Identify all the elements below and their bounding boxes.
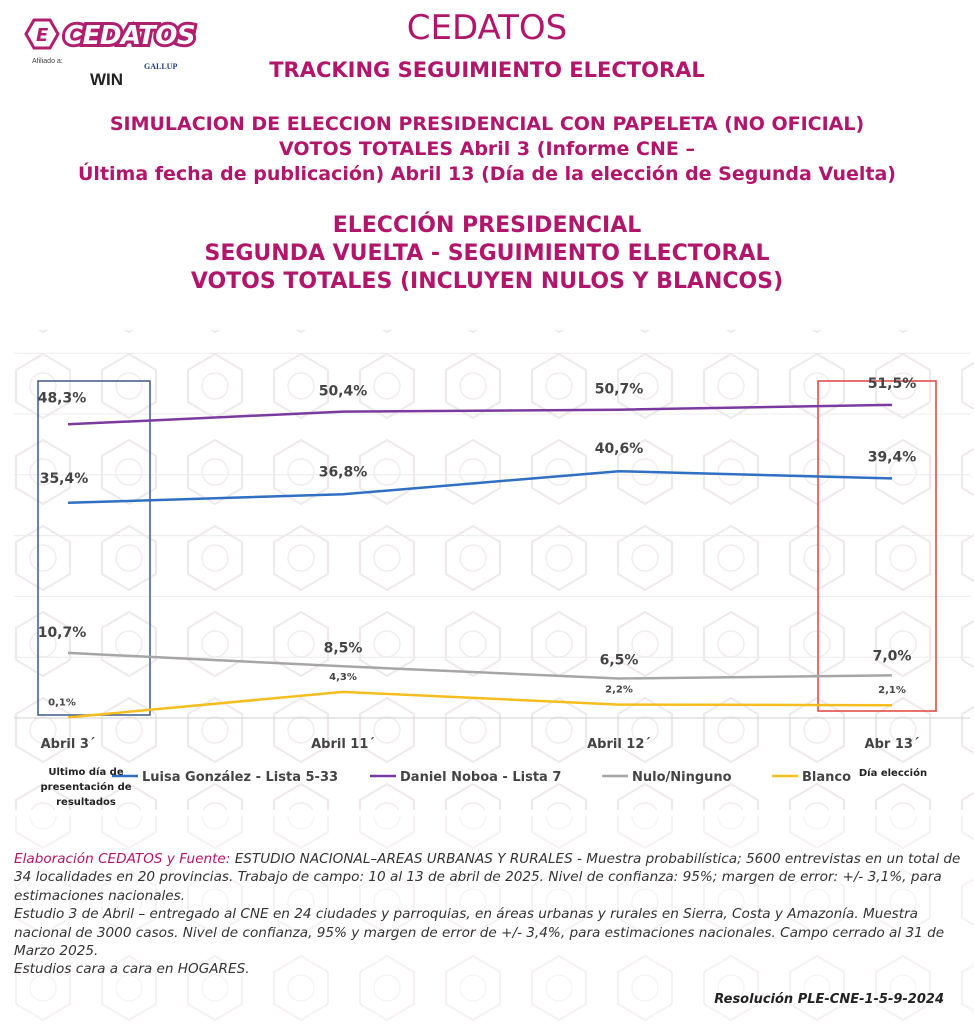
data-label: 51,5%: [867, 375, 917, 392]
study-paragraph: Estudio 3 de Abril – entregado al CNE en 24 ciudades y parroquias, en áreas urbanas y rurales en Sierra, Costa y Amazonía. Muestra nacional de 3000 casos. Nivel de confianza, 95% y margen de error de +/- 3,4%, para estimaciones nacionales. Campo cerrado al 31 de Marzo 2025.: [14, 906, 945, 960]
x-axis-labels: [41, 737, 920, 752]
first-date-note: presentación de: [40, 782, 132, 793]
simulation-description: [0, 112, 974, 187]
first-date-note: resultados: [56, 797, 116, 808]
data-label: 39,4%: [867, 449, 917, 466]
chart-title-line: SEGUNDA VUELTA - SEGUIMIENTO ELECTORAL: [204, 241, 770, 266]
gallup-logo: GALLUP: [144, 62, 178, 71]
series-line-4: [68, 692, 892, 718]
chart-grid: [14, 353, 970, 718]
affiliation-label: Afiliado a:: [32, 58, 63, 65]
chart-title: [0, 212, 974, 296]
simulation-line: Última fecha de publicación) Abril 13 (Día de la elección de Segunda Vuelta): [78, 163, 896, 185]
x-tick-label: Abril 12´: [587, 737, 651, 752]
page-title: CEDATOS: [406, 8, 568, 48]
data-label: 40,6%: [594, 441, 644, 458]
chart-title-line: ELECCIÓN PRESIDENCIAL: [332, 213, 642, 238]
series-line-1: [68, 471, 892, 503]
svg-text:E: E: [36, 25, 48, 46]
data-label: 2,2%: [605, 684, 633, 696]
chart-legend: [112, 770, 851, 785]
data-label: 0,1%: [48, 697, 76, 709]
legend-label: Luisa González - Lista 5-33: [142, 770, 339, 785]
data-label: 35,4%: [39, 470, 89, 487]
first-date-note: Ultimo día de: [48, 767, 124, 778]
source-label: Elaboración CEDATOS y Fuente:: [14, 851, 231, 867]
highlight-boxes: [38, 381, 936, 715]
data-label: 6,5%: [599, 652, 639, 669]
home-paragraph: Estudios cara a cara en HOGARES.: [14, 961, 250, 978]
data-label: 50,4%: [318, 383, 368, 400]
methodology-note: [14, 850, 966, 979]
source-text: ESTUDIO NACIONAL–AREAS URBANAS Y RURALES - Muestra probabilística; 5600 entrevistas en un total de 34 localidades en 20 provincias. Trabajo de campo: 10 al 13 de abril de 2025. Nivel de confianza: 95%; margen de error: +/- 3,1%, para estimaciones nacionales.: [14, 851, 961, 904]
series-lines: [68, 405, 892, 718]
resolution-number: Resolución PLE-CNE-1-5-9-2024: [714, 992, 944, 1007]
simulation-line: VOTOS TOTALES Abril 3 (Informe CNE –: [279, 138, 695, 160]
win-logo: WIN: [90, 70, 124, 89]
legend-label: Blanco: [802, 770, 852, 785]
election-day-note: Día elección: [858, 768, 928, 779]
svg-text:CEDATOS: CEDATOS: [64, 21, 196, 51]
data-label: 10,7%: [37, 624, 87, 641]
legend-label: Daniel Noboa - Lista 7: [400, 770, 562, 785]
source-paragraph: [14, 850, 966, 905]
simulation-line: SIMULACION DE ELECCION PRESIDENCIAL CON PAPELETA (NO OFICIAL): [109, 113, 865, 135]
data-label: 8,5%: [323, 640, 363, 657]
data-label: 7,0%: [872, 648, 912, 665]
x-tick-label: Abril 3´: [40, 737, 96, 752]
chart-title-line: VOTOS TOTALES (INCLUYEN NULOS Y BLANCOS): [190, 269, 784, 294]
data-label: 4,3%: [329, 671, 357, 683]
tracking-line-chart: [0, 330, 974, 810]
data-label: 48,3%: [37, 390, 87, 407]
first-date-box: [38, 381, 150, 715]
page-subtitle: TRACKING SEGUIMIENTO ELECTORAL: [269, 58, 705, 82]
series-line-2: [68, 405, 892, 424]
x-tick-label: Abr 13´: [864, 737, 920, 752]
data-label: 36,8%: [318, 464, 368, 481]
data-label: 50,7%: [594, 381, 644, 398]
data-label: 2,1%: [878, 685, 906, 697]
legend-label: Nulo/Ninguno: [632, 770, 732, 785]
x-tick-label: Abril 11´: [311, 737, 375, 752]
